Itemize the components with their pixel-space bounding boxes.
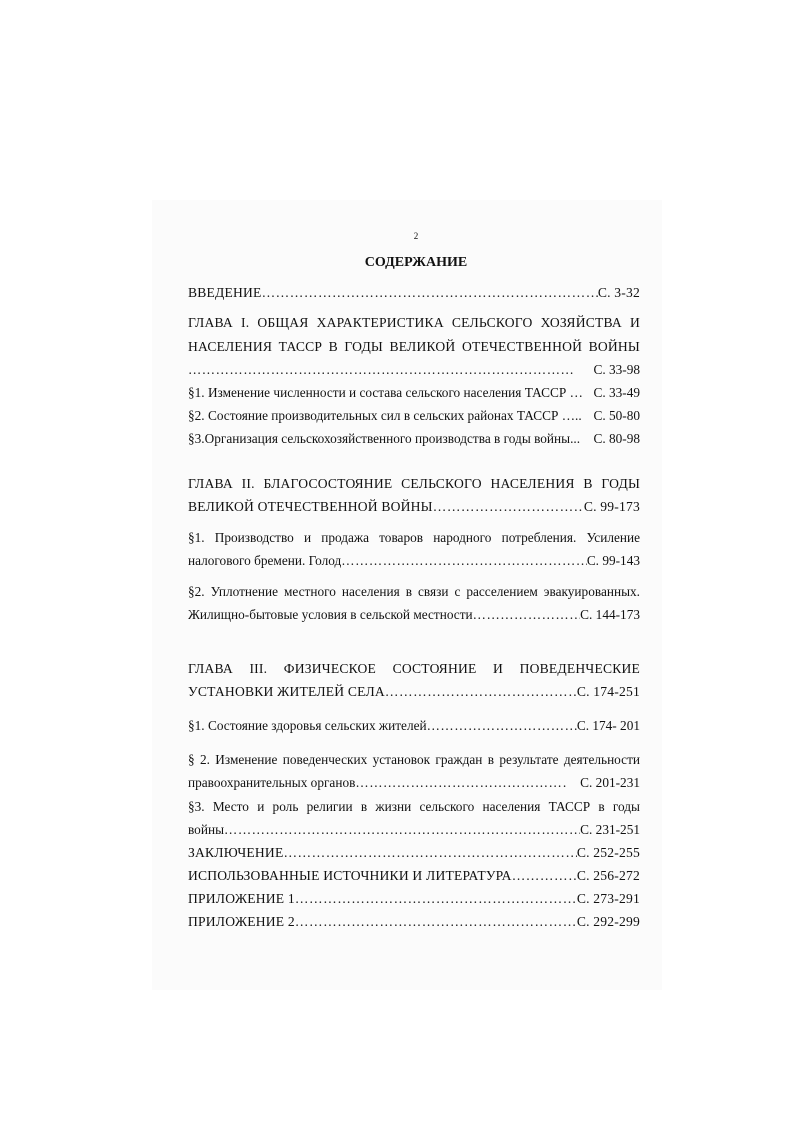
toc-pages: С. 174- 201 [576,718,640,733]
toc-pages: С. 256-272 [576,868,640,883]
ch3-s3-line-2 [188,821,640,839]
toc-entry-appendix-1 [188,890,640,908]
toc-label: §3.Организация сельскохозяйственного производства в годы войны... [188,431,581,446]
toc-leader [341,552,587,570]
chapter-3-heading-line-2 [188,683,640,701]
toc-pages: С. 292-299 [576,914,640,929]
toc-label: налогового бремени. Голод [188,553,342,568]
toc-leader [283,844,576,862]
toc-label: §1. Состояние здоровья сельских жителей [188,718,427,733]
toc-pages: С. 33-98 [593,362,640,377]
chapter-1-pages-line [188,361,640,379]
toc-label: ЗАКЛЮЧЕНИЕ [188,845,284,860]
toc-leader [473,606,581,624]
toc-leader [512,867,577,885]
toc-entry-ch1-s1 [188,384,640,402]
ch3-s2-line-2 [188,774,640,792]
toc-leader [224,821,580,839]
toc-pages: С. 174-251 [576,684,640,699]
toc-entry-conclusion [188,844,640,862]
page-number: 2 [413,231,419,241]
toc-label: войны [188,822,225,837]
toc-pages: С. 50-80 [593,408,640,423]
toc-pages: С. 201-231 [580,775,640,790]
toc-label: ПРИЛОЖЕНИЕ 2 [188,914,295,929]
toc-leader [295,913,577,931]
toc-entry-appendix-2 [188,913,640,931]
toc-pages: С. 3-32 [597,285,640,300]
toc-entry-ch1-s2 [188,407,640,425]
toc-label: правоохранительных органов [188,775,356,790]
toc-label: УСТАНОВКИ ЖИТЕЛЕЙ СЕЛА [188,684,385,699]
chapter-2-heading-line-2 [188,498,640,516]
toc-leader [355,774,566,792]
toc-leader [295,890,577,908]
toc-label: ИСПОЛЬЗОВАННЫЕ ИСТОЧНИКИ И ЛИТЕРАТУРА [188,868,512,883]
page-title: СОДЕРЖАНИЕ [364,255,468,270]
toc-leader [385,683,577,701]
toc-leader [427,717,577,735]
toc-pages: С. 99-173 [583,499,640,514]
toc-entry-sources [188,867,640,885]
toc-pages: С. 99-143 [586,553,640,568]
toc-leader [433,498,584,516]
toc-entry-intro [188,284,640,302]
ch3-s3-line-1: §3. Место и роль религии в жизни сельского населения ТАССР в годы [188,799,640,814]
ch2-s2-line-2 [188,606,640,624]
chapter-3-heading-line-1: ГЛАВА III. ФИЗИЧЕСКОЕ СОСТОЯНИЕ И ПОВЕДЕНЧЕСКИЕ [188,661,640,676]
toc-pages: С. 231-251 [580,822,640,837]
ch2-s1-line-2 [188,552,640,570]
toc-pages: С. 252-255 [576,845,640,860]
toc-entry-ch1-s3 [188,430,640,448]
chapter-1-heading-line-2: НАСЕЛЕНИЯ ТАССР В ГОДЫ ВЕЛИКОЙ ОТЕЧЕСТВЕННОЙ ВОЙНЫ [188,339,640,354]
chapter-1-heading-line-1: ГЛАВА I. ОБЩАЯ ХАРАКТЕРИСТИКА СЕЛЬСКОГО ХОЗЯЙСТВА И [188,315,640,330]
toc-pages: С. 33-49 [593,385,640,400]
toc-label: ВЕЛИКОЙ ОТЕЧЕСТВЕННОЙ ВОЙНЫ [188,499,433,514]
toc-leader [262,284,598,302]
toc-label: Жилищно-бытовые условия в сельской местности [188,607,473,622]
toc-pages: С. 273-291 [576,891,640,906]
ch3-s2-line-1: § 2. Изменение поведенческих установок граждан в результате деятельности [188,752,640,767]
toc-label: §1. Изменение численности и состава сельского населения ТАССР … [188,385,583,400]
toc-label: ПРИЛОЖЕНИЕ 1 [188,891,295,906]
toc-label: §2. Состояние производительных сил в сельских районах ТАССР ….. [188,408,582,423]
toc-entry-ch3-s1 [188,717,640,735]
chapter-2-heading-line-1: ГЛАВА II. БЛАГОСОСТОЯНИЕ СЕЛЬСКОГО НАСЕЛЕНИЯ В ГОДЫ [188,476,640,491]
ch2-s2-line-1: §2. Уплотнение местного населения в связи с расселением эвакуированных. [188,584,640,599]
toc-leader [188,361,575,379]
toc-pages: С. 80-98 [593,431,640,446]
ch2-s1-line-1: §1. Производство и продажа товаров народного потребления. Усиление [188,530,640,545]
toc-label: ВВЕДЕНИЕ [188,285,262,300]
toc-pages: С. 144-173 [580,607,640,622]
